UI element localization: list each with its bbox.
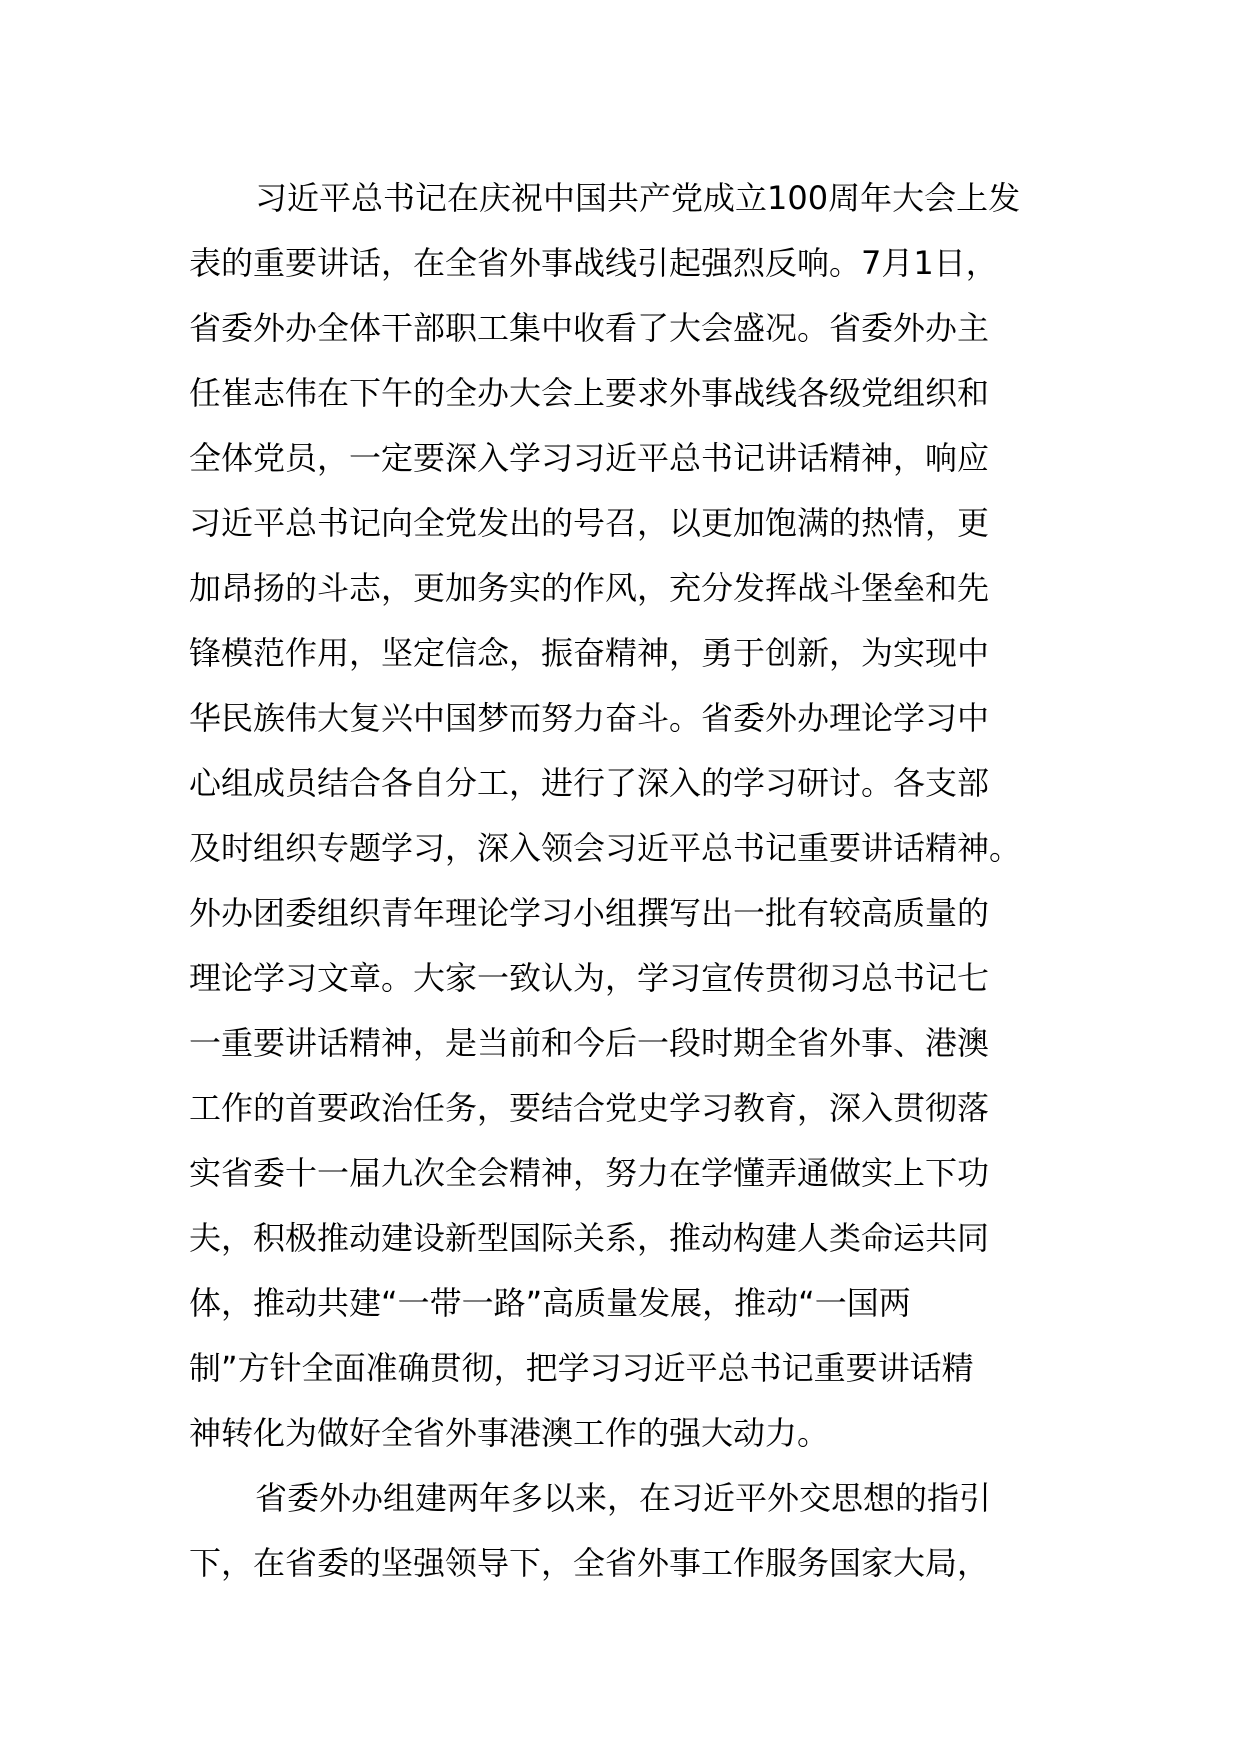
paragraph-1-line-16: 实省委十一届九次全会精神，努力在学懂弄通做实上下功 [189, 1154, 990, 1192]
paragraph-1-line-17: 夫，积极推动建设新型国际关系，推动构建人类命运共同 [189, 1219, 990, 1257]
paragraph-1-line-18: 体，推动共建“一带一路”高质量发展，推动“一国两 [189, 1284, 911, 1322]
paragraph-1-line-4: 任崔志伟在下午的全办大会上要求外事战线各级党组织和 [189, 374, 990, 412]
paragraph-1-line-3: 省委外办全体干部职工集中收看了大会盛况。省委外办主 [189, 309, 990, 347]
paragraph-1-line-2: 表的重要讲话，在全省外事战线引起强烈反响。7月1日， [189, 244, 998, 282]
paragraph-1-line-6: 习近平总书记向全党发出的号召，以更加饱满的热情，更 [189, 504, 990, 542]
paragraph-2-line-2: 下，在省委的坚强领导下，全省外事工作服务国家大局， [189, 1544, 990, 1582]
paragraph-1-line-8: 锋模范作用，坚定信念，振奋精神，勇于创新，为实现中 [189, 634, 990, 672]
paragraph-1-line-14: 一重要讲话精神，是当前和今后一段时期全省外事、港澳 [189, 1024, 990, 1062]
paragraph-1-line-7: 加昂扬的斗志，更加务实的作风，充分发挥战斗堡垒和先 [189, 569, 990, 607]
paragraph-1-line-12: 外办团委组织青年理论学习小组撰写出一批有较高质量的 [189, 894, 990, 932]
paragraph-1-line-11: 及时组织专题学习，深入领会习近平总书记重要讲话精神。 [189, 829, 1022, 867]
body-text [189, 166, 1051, 1596]
paragraph-1-line-15: 工作的首要政治任务，要结合党史学习教育，深入贯彻落 [189, 1089, 990, 1127]
paragraph-1-line-5: 全体党员，一定要深入学习习近平总书记讲话精神，响应 [189, 439, 990, 477]
paragraph-1-line-20: 神转化为做好全省外事港澳工作的强大动力。 [189, 1414, 830, 1452]
paragraph-2-line-1: 省委外办组建两年多以来，在习近平外交思想的指引 [255, 1479, 992, 1517]
paragraph-1-line-1: 习近平总书记在庆祝中国共产党成立100周年大会上发 [255, 179, 1021, 217]
paragraph-1-line-19: 制”方针全面准确贯彻，把学习习近平总书记重要讲话精 [189, 1349, 974, 1387]
paragraph-1-line-10: 心组成员结合各自分工，进行了深入的学习研讨。各支部 [189, 764, 990, 802]
paragraph-1-line-13: 理论学习文章。大家一致认为，学习宣传贯彻习总书记七 [189, 959, 990, 997]
paragraph-1-line-9: 华民族伟大复兴中国梦而努力奋斗。省委外办理论学习中 [189, 699, 990, 737]
